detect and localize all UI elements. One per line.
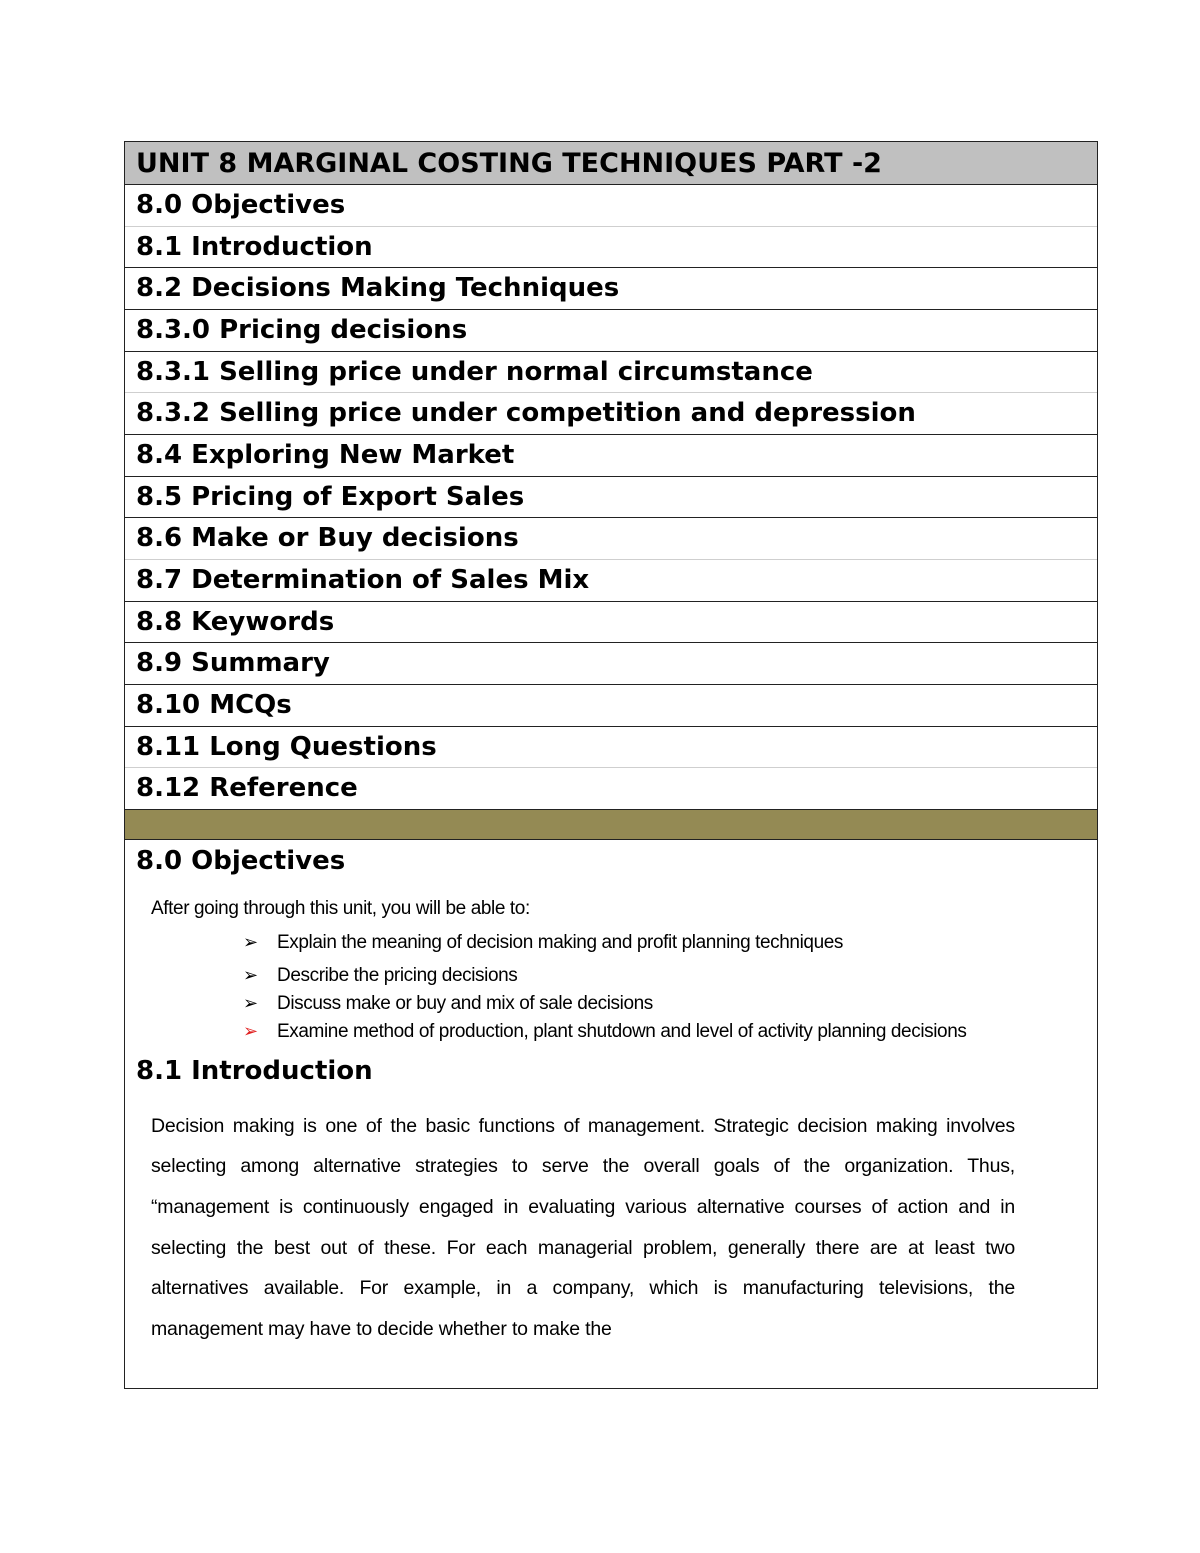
toc-item: 8.6 Make or Buy decisions xyxy=(125,518,1097,560)
objective-text: Examine method of production, plant shutdown and level of activity planning decisions xyxy=(277,1020,967,1042)
arrow-bullet-icon: ➢ xyxy=(243,964,258,986)
list-item xyxy=(243,963,1017,988)
toc-item: 8.3.1 Selling price under normal circumstance xyxy=(125,352,1097,394)
toc-item: 8.4 Exploring New Market xyxy=(125,435,1097,477)
toc-item: 8.12 Reference xyxy=(125,768,1097,810)
toc-item: 8.3.0 Pricing decisions xyxy=(125,310,1097,352)
objectives-intro: After going through this unit, you will be able to: xyxy=(151,897,530,919)
objectives-list xyxy=(125,930,1097,1044)
toc-item: 8.9 Summary xyxy=(125,643,1097,685)
toc-item: 8.3.2 Selling price under competition and depression xyxy=(125,393,1097,435)
toc-item: 8.5 Pricing of Export Sales xyxy=(125,477,1097,519)
objective-text: Discuss make or buy and mix of sale decisions xyxy=(277,992,653,1014)
toc-item: 8.11 Long Questions xyxy=(125,727,1097,769)
toc-item: 8.2 Decisions Making Techniques xyxy=(125,268,1097,310)
objective-text: Explain the meaning of decision making and profit planning techniques xyxy=(277,931,844,953)
toc-item: 8.0 Objectives xyxy=(125,185,1097,227)
toc-item: 8.1 Introduction xyxy=(125,227,1097,269)
toc-item: 8.8 Keywords xyxy=(125,602,1097,644)
arrow-bullet-icon: ➢ xyxy=(243,992,258,1014)
list-item xyxy=(243,991,1017,1016)
arrow-bullet-icon: ➢ xyxy=(243,931,258,953)
introduction-paragraph: Decision making is one of the basic functions of management. Strategic decision making involves selecting among alternative strategies to serve the overall goals of the organization. Thus, “management is continuously engaged in evaluating various alternative courses of action and in selecting the best out of these. For each managerial problem, generally there are at least two alternatives available. For example, in a company, which is manufacturing televisions, the management may have to decide whether to make the xyxy=(151,1114,1015,1340)
introduction-heading: 8.1 Introduction xyxy=(136,1055,373,1086)
arrow-bullet-icon: ➢ xyxy=(243,1020,258,1042)
objective-text: Describe the pricing decisions xyxy=(277,964,518,986)
list-item xyxy=(243,930,1017,955)
toc-item: 8.10 MCQs xyxy=(125,685,1097,727)
toc-item: 8.7 Determination of Sales Mix xyxy=(125,560,1097,602)
document-frame xyxy=(124,141,1098,1389)
list-item xyxy=(243,1019,1017,1044)
unit-title: UNIT 8 MARGINAL COSTING TECHNIQUES PART -2 xyxy=(125,142,1097,185)
section-divider-band xyxy=(125,810,1097,840)
table-of-contents xyxy=(125,185,1097,810)
objectives-heading: 8.0 Objectives xyxy=(136,845,346,876)
